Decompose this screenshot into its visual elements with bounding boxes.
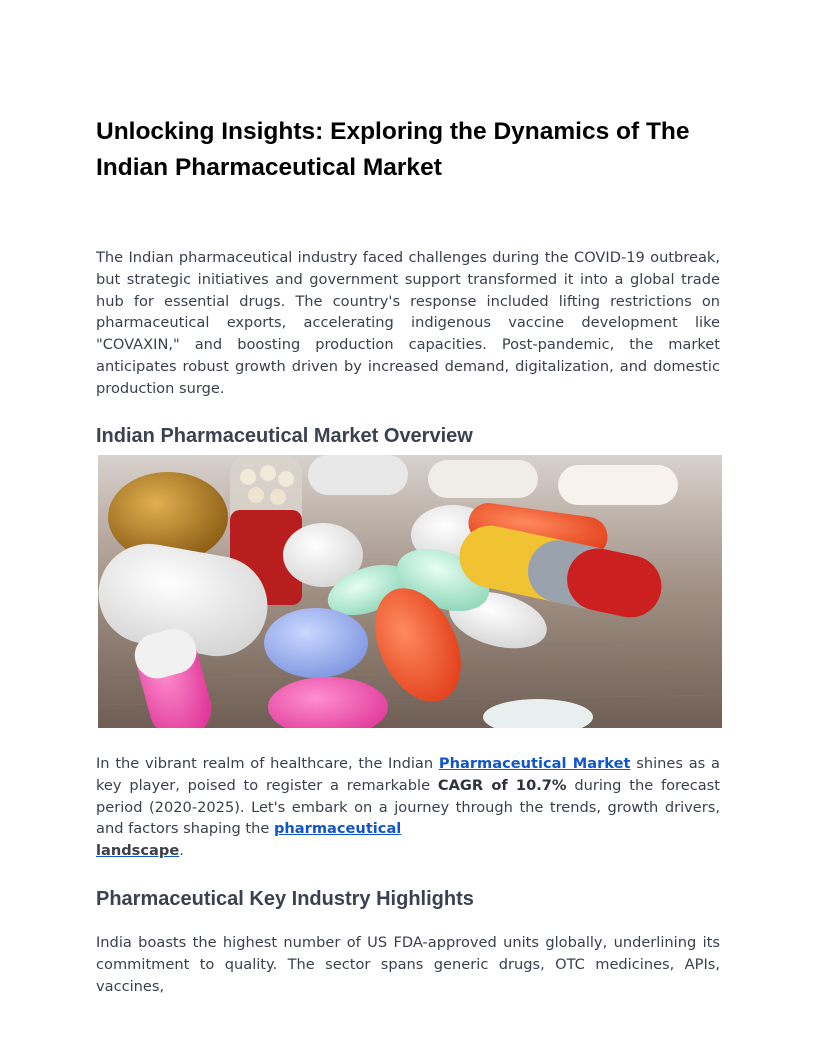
link-text-landscape: landscape (96, 842, 180, 860)
highlights-heading: Pharmaceutical Key Industry Highlights (96, 888, 474, 910)
overview-text-4: . (179, 842, 184, 860)
overview-text-1: In the vibrant realm of healthcare, the Indian (96, 755, 439, 772)
intro-paragraph: The Indian pharmaceutical industry faced challenges during the COVID-19 outbreak, but strategic initiatives and government support transformed it into a global trade hub for essential drugs. The country's response included lifting restrictions on pharmaceutical exports, accelerating indigenous vaccine development like "COVAXIN," and boosting production capacities. Post-pandemic, the market anticipates robust growth driven by increased demand, digitalization, and domestic production surge. (96, 249, 720, 397)
cagr-highlight: CAGR of 10.7% (437, 776, 567, 794)
link-text-pharmaceutical: pharmaceutical (273, 820, 402, 838)
highlights-paragraph: India boasts the highest number of US FDA-approved units globally, underlining its commitment to quality. The sector spans generic drugs, OTC medicines, APIs, vaccines, (96, 934, 720, 995)
overview-heading: Indian Pharmaceutical Market Overview (96, 425, 473, 447)
overview-text-3: during the forecast period (2020-2025). Let's embark on a journey through the trends, growth drivers, and factors shaping the (96, 776, 720, 838)
overview-text-2: shines as a key player, poised to register a remarkable (96, 755, 720, 794)
overview-paragraph (96, 753, 720, 862)
pills-photo (98, 455, 722, 728)
pills-illustration (98, 455, 722, 728)
document-title: Unlocking Insights: Exploring the Dynamics of The Indian Pharmaceutical Market (96, 118, 690, 181)
pharmaceutical-market-link[interactable]: Pharmaceutical Market (438, 755, 631, 772)
